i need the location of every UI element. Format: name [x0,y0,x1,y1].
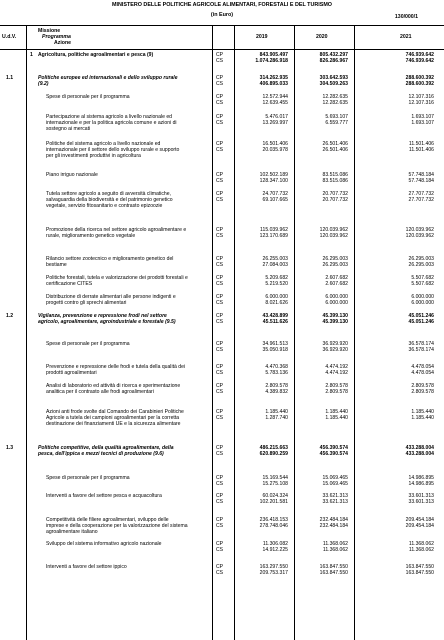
cp-label: CP [216,172,224,178]
cp-value: 4.474.192 [325,364,348,370]
header-action: Azione [54,40,72,46]
cs-value: 1.074.286.918 [255,58,288,64]
cs-value: 163.847.550 [319,570,348,576]
cp-value: 26.295.003 [408,256,434,262]
cs-label: CS [216,547,224,553]
row-description: Politiche del sistema agricolo a livello nazionale ed internazionale per il settore dello sviluppo rurale e supporto per gli investimenti produttivi in agricoltura [46,141,180,159]
cs-value: 746.939.642 [405,58,434,64]
cp-value: 14.986.895 [408,475,434,481]
cs-value: 36.578.174 [408,347,434,353]
cp-value: 36.578.174 [408,341,434,347]
row-description: Sviluppo del sistema informativo agricolo nazionale [46,541,162,547]
row-description: Piano irriguo nazionale [46,172,98,178]
row-description: Tutela settore agricolo a seguito di avversità climatiche, salvaguardia della biodiversità e del patrimonio genetico vegetale, servizio fitosanitario e contrasto epizoozie [46,191,173,209]
cs-value: 14.986.895 [408,481,434,487]
cs-value: 20.035.978 [262,147,288,153]
cs-value: 209.753.317 [259,570,288,576]
cp-value: 232.484.184 [319,517,348,523]
mission-number: 1 [30,52,33,58]
cs-label: CS [216,233,224,239]
cp-value: 45.399.130 [322,313,348,319]
cs-value: 35.050.918 [262,347,288,353]
cs-label: CS [216,81,224,87]
cs-value: 5.507.682 [411,281,434,287]
cs-value: 620.890.259 [259,451,288,457]
header-year-2021: 2021 [400,34,412,40]
cs-value: 15.069.465 [322,481,348,487]
cp-value: 102.502.189 [259,172,288,178]
row-code: 1.2 [6,313,14,319]
cs-value: 11.501.406 [408,147,434,153]
cp-label: CP [216,541,224,547]
cs-label: CS [216,370,224,376]
ministry-title: MINISTERO DELLE POLITICHE AGRICOLE ALIMENTARI, FORESTALI E DEL TURISMO [111,2,333,8]
cp-label: CP [216,383,224,389]
cp-value: 314.262.935 [259,75,288,81]
cs-value: 12.282.635 [322,100,348,106]
cp-value: 805.432.297 [319,52,348,58]
row-description: Politiche competitive, della qualità agroalimentare, della pesca, dell'ippica e mezzi tecnici di produzione (9.6) [38,445,174,457]
cs-label: CS [216,570,224,576]
column-divider [354,25,355,640]
cp-value: 5.507.682 [411,275,434,281]
cp-value: 2.809.578 [411,383,434,389]
cp-label: CP [216,75,224,81]
cs-value: 4.478.054 [411,370,434,376]
cs-label: CS [216,451,224,457]
cp-value: 11.501.406 [408,141,434,147]
header-mission: Missione [38,28,61,34]
row-description: Politiche forestali, tutela e valorizzazione dei prodotti forestali e certificazione CITES [46,275,188,287]
cs-value: 102.201.581 [259,499,288,505]
cs-value: 120.039.962 [319,233,348,239]
cs-label: CS [216,100,224,106]
cs-value: 57.748.184 [408,178,434,184]
cs-value: 433.288.004 [405,451,434,457]
cs-label: CS [216,300,224,306]
cp-value: 11.368.062 [322,541,348,547]
cp-value: 15.069.465 [322,475,348,481]
cp-value: 486.215.663 [259,445,288,451]
cp-value: 303.642.593 [319,75,348,81]
cs-value: 69.107.665 [262,197,288,203]
cs-value: 13.269.997 [262,120,288,126]
cs-value: 288.600.392 [405,81,434,87]
cs-label: CS [216,389,224,395]
cp-label: CP [216,493,224,499]
cp-label: CP [216,275,224,281]
cs-label: CS [216,120,224,126]
cp-value: 6.000.000 [411,294,434,300]
cp-value: 1.185.440 [265,409,288,415]
cs-value: 2.607.682 [325,281,348,287]
cs-value: 45.051.246 [408,319,434,325]
cp-value: 120.039.962 [405,227,434,233]
cp-value: 12.282.635 [322,94,348,100]
cp-value: 120.039.962 [319,227,348,233]
cs-label: CS [216,319,224,325]
cs-label: CS [216,499,224,505]
row-description: Rilancio settore zootecnico e miglioramento genetico del bestiame [46,256,174,268]
cs-value: 456.390.574 [319,451,348,457]
cs-value: 5.219.520 [265,281,288,287]
cs-label: CS [216,523,224,529]
cp-value: 26.295.003 [322,256,348,262]
cs-value: 4.389.832 [265,389,288,395]
cp-value: 433.288.004 [405,445,434,451]
cs-value: 232.484.184 [319,523,348,529]
unit-label: (in Euro) [210,12,234,18]
cs-value: 278.748.046 [259,523,288,529]
cp-label: CP [216,94,224,100]
cp-value: 4.478.054 [411,364,434,370]
cp-value: 163.847.550 [319,564,348,570]
cp-value: 33.621.313 [322,493,348,499]
cp-value: 27.707.732 [408,191,434,197]
header-program: Programma [42,34,71,40]
cp-value: 163.297.550 [259,564,288,570]
cp-label: CP [216,141,224,147]
cp-label: CP [216,191,224,197]
cp-value: 11.306.082 [262,541,288,547]
cp-value: 6.000.000 [265,294,288,300]
cs-value: 14.912.225 [262,547,288,553]
cs-value: 6.000.000 [411,300,434,306]
cs-value: 1.185.440 [325,415,348,421]
cp-value: 16.501.406 [262,141,288,147]
header-year-2019: 2019 [256,34,268,40]
cs-label: CS [216,347,224,353]
cp-label: CP [216,475,224,481]
cp-value: 2.809.578 [265,383,288,389]
cs-value: 304.509.263 [319,81,348,87]
cp-value: 43.428.899 [262,313,288,319]
column-divider [234,25,235,640]
row-description: Partecipazione al sistema agricolo a livello nazionale ed internazionale e per la politica agricola comune e azioni di sostegno ai mercati [46,114,177,132]
cs-value: 2.809.578 [325,389,348,395]
cp-value: 15.169.544 [262,475,288,481]
cs-value: 826.286.967 [319,58,348,64]
column-divider [294,25,295,640]
cp-value: 12.107.316 [408,94,434,100]
row-description: Spese di personale per il programma [46,94,130,100]
column-divider [26,25,27,640]
cp-label: CP [216,341,224,347]
header-udv: U.d.V. [2,34,17,40]
cp-label: CP [216,517,224,523]
cp-value: 288.600.392 [405,75,434,81]
cs-value: 27.707.732 [408,197,434,203]
row-code: 1.3 [6,445,14,451]
cs-value: 33.601.313 [408,499,434,505]
cp-value: 1.693.107 [411,114,434,120]
cp-value: 1.185.440 [325,409,348,415]
cp-value: 163.847.550 [405,564,434,570]
cs-value: 27.084.003 [262,262,288,268]
cp-value: 57.748.184 [408,172,434,178]
cs-value: 5.783.136 [265,370,288,376]
cs-value: 11.368.062 [322,547,348,553]
cs-value: 45.511.626 [262,319,288,325]
row-description: Vigilanza, prevenzione e repressione frodi nel settore agricolo, agroalimentare, agroindustriale e forestale (9.5) [38,313,176,325]
cp-value: 45.051.246 [408,313,434,319]
cs-label: CS [216,147,224,153]
table-top-rule [0,25,444,26]
cs-value: 12.639.455 [262,100,288,106]
cs-label: CS [216,197,224,203]
row-description: Interventi a favore del settore ippico [46,564,127,570]
cp-value: 11.368.062 [408,541,434,547]
cp-value: 12.572.944 [262,94,288,100]
row-description: Prevenzione e repressione delle frodi e tutela della qualità dei prodotti agroalimentari [46,364,186,376]
cp-value: 209.454.184 [405,517,434,523]
cp-value: 843.905.497 [259,52,288,58]
cp-value: 36.929.920 [322,341,348,347]
cs-value: 26.501.406 [322,147,348,153]
cs-value: 6.000.000 [325,300,348,306]
cs-value: 209.454.184 [405,523,434,529]
cp-label: CP [216,313,224,319]
cs-label: CS [216,178,224,184]
cs-value: 26.295.003 [322,262,348,268]
cs-value: 406.895.033 [259,81,288,87]
cp-value: 4.470.368 [265,364,288,370]
cs-value: 123.170.689 [259,233,288,239]
cp-label: CP [216,564,224,570]
cp-value: 115.039.962 [260,227,288,233]
cs-value: 128.347.100 [259,178,288,184]
cp-value: 2.607.682 [325,275,348,281]
row-description: Interventi a favore del settore pesca e acquacoltura [46,493,162,499]
row-description: Competitività delle filiere agroalimentari, sviluppo delle imprese e della cooperazione per la valorizzazione del sistema agroalimentare italiano [46,517,188,535]
header-bottom-rule [0,49,444,50]
cs-label: CS [216,262,224,268]
cp-value: 83.515.086 [322,172,348,178]
cp-value: 20.707.732 [322,191,348,197]
cp-label: CP [216,114,224,120]
cp-value: 33.601.313 [408,493,434,499]
cs-label: CS [216,415,224,421]
cp-label: CP [216,445,224,451]
row-description: Analisi di laboratorio ed attività di ricerca e sperimentazione analitica per il contrasto alle frodi agroalimentari [46,383,181,395]
row-description: Azioni anti frode svolte dal Comando dei Carabinieri Politiche Agricole a tutela dei campioni agroalimentari per la corretta destinazione dei finanziamenti UE e la sicurezza alimentare [46,409,184,427]
cp-value: 236.418.153 [259,517,288,523]
cp-value: 5.209.682 [265,275,288,281]
cs-label: CS [216,281,224,287]
cs-value: 36.929.920 [322,347,348,353]
cp-value: 60.024.324 [262,493,288,499]
cp-value: 5.693.107 [325,114,348,120]
cs-value: 12.107.316 [408,100,434,106]
row-description: Promozione della ricerca nel settore agricolo agroalimentare e rurale, miglioramento genetico vegetale [46,227,187,239]
row-description: Spese di personale per il programma [46,341,130,347]
cp-value: 5.476.017 [265,114,288,120]
cs-value: 26.295.003 [408,262,434,268]
cs-value: 11.368.062 [408,547,434,553]
row-code: 1.1 [6,75,14,81]
cs-value: 1.287.740 [265,415,288,421]
cp-value: 6.000.000 [325,294,348,300]
cp-label: CP [216,409,224,415]
cs-value: 33.621.313 [322,499,348,505]
cp-label: CP [216,52,224,58]
cs-value: 8.021.626 [265,300,288,306]
cp-label: CP [216,364,224,370]
cs-value: 1.185.440 [411,415,434,421]
cs-label: CS [216,481,224,487]
row-description: Distribuzione di derrate alimentari alle persone indigenti e progetti contro gli sprechi alimentari [46,294,176,306]
header-year-2020: 2020 [316,34,328,40]
column-divider [212,25,213,640]
cs-value: 6.559.777 [325,120,348,126]
cp-value: 1.185.440 [411,409,434,415]
row-description: Spese di personale per il programma [46,475,130,481]
cp-value: 456.390.574 [319,445,348,451]
cp-label: CP [216,227,224,233]
cs-value: 1.693.107 [411,120,434,126]
cp-value: 26.255.003 [262,256,288,262]
cs-value: 2.809.578 [411,389,434,395]
cs-label: CS [216,58,224,64]
cp-value: 24.707.732 [262,191,288,197]
cp-label: CP [216,294,224,300]
cp-value: 2.809.578 [325,383,348,389]
cp-label: CP [216,256,224,262]
cs-value: 20.707.732 [322,197,348,203]
cs-value: 15.275.108 [262,481,288,487]
cs-value: 83.515.086 [322,178,348,184]
row-description: Agricoltura, politiche agroalimentari e pesca (9) [38,52,154,58]
cs-value: 45.399.130 [322,319,348,325]
cp-value: 746.939.642 [405,52,434,58]
cp-value: 34.961.513 [262,341,288,347]
document-number: 130/000/1 [394,14,418,20]
cs-value: 163.847.550 [405,570,434,576]
cp-value: 26.501.406 [322,141,348,147]
cs-value: 4.474.192 [325,370,348,376]
cs-value: 120.039.962 [405,233,434,239]
row-description: Politiche europee ed internazionali e dello sviluppo rurale (9.2) [38,75,178,87]
